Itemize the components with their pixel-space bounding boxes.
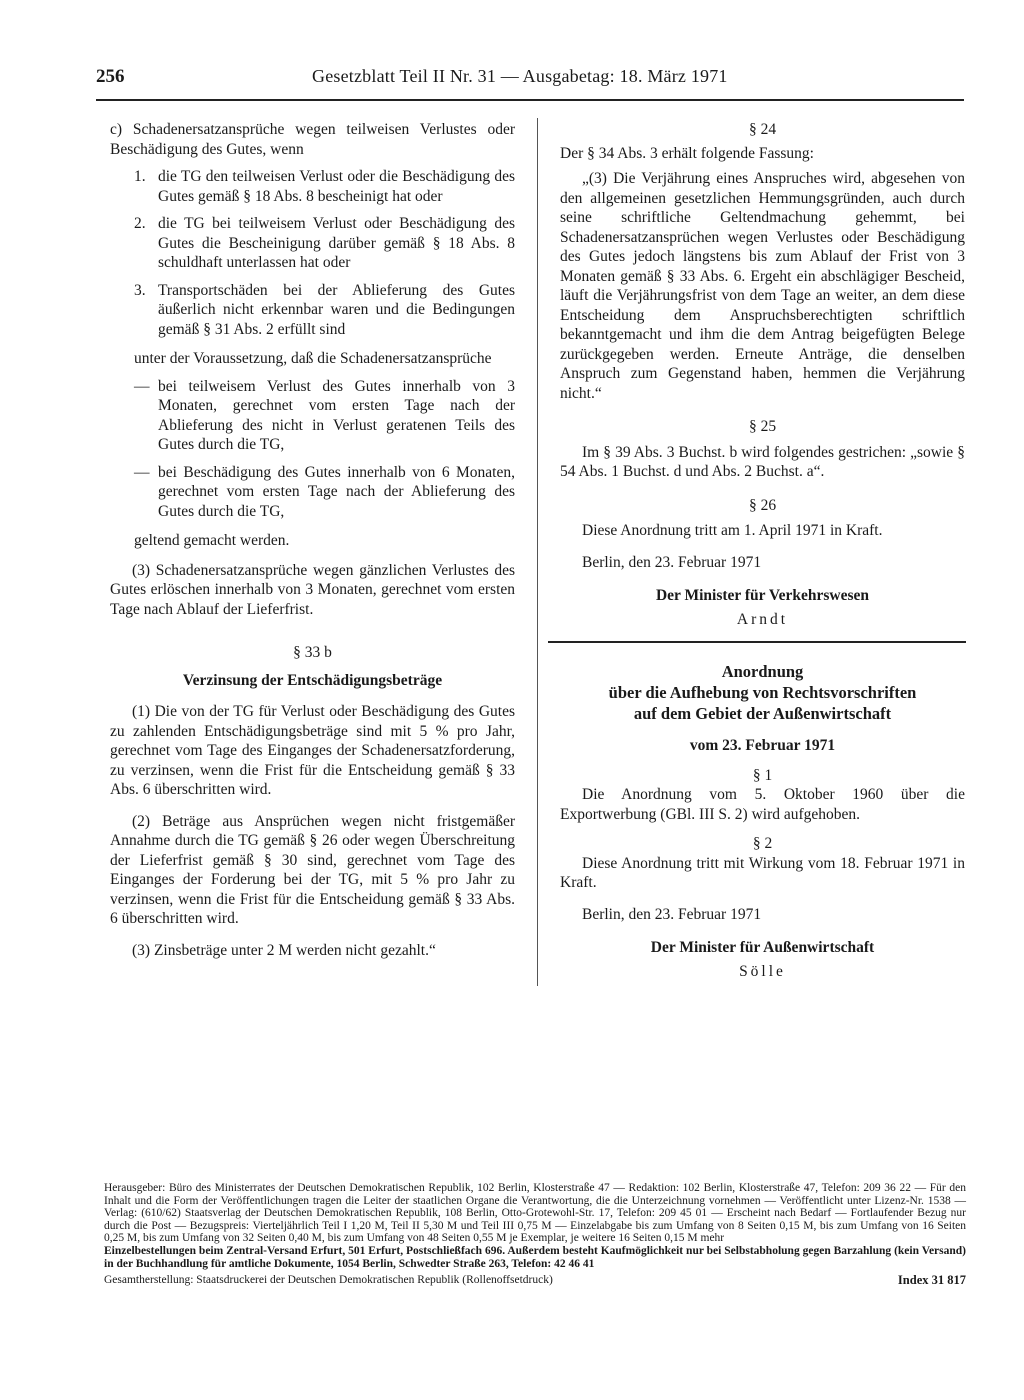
page-number: 256 (96, 66, 125, 87)
right-column (560, 120, 965, 981)
ordinance-title: Anordnung über die Aufhebung von Rechtsvorschriften auf dem Gebiet der Außenwirtschaft (608, 662, 917, 723)
dash-item: — bei Beschädigung des Gutes innerhalb von 6 Monaten, gerechnet vom ersten Tage nach der Ablieferung des Gutes durch die TG, (134, 463, 515, 520)
minister-title: Der Minister für Außenwirtschaft (650, 939, 875, 956)
paragraph: Im § 39 Abs. 3 Buchst. b wird folgendes gestrichen: „sowie § 54 Abs. 1 Buchst. d und Abs. 2 Buchst. a“. (560, 443, 965, 480)
list-item: 1. die TG den teilweisen Verlust oder die Beschädigung des Gutes gemäß § 18 Abs. 8 bescheinigt hat oder (134, 168, 515, 205)
paragraph: (2) Beträge aus Ansprüchen wegen nicht fristgemäßer Annahme durch die TG gemäß § 26 oder wegen Überschreitung der Lieferfrist gemäß § 30 sind, gerechnet vom Tage des Einganges der Forderung bei der TG, mit 5 % pro Jahr zu verzinsen, wenn die Frist für die Entscheidung gemäß § 33 Abs. 6 überschritten wird. (110, 812, 515, 927)
place-date: Berlin, den 23. Februar 1971 (582, 553, 762, 571)
orders-text: Einzelbestellungen beim Zentral-Versand Erfurt, 501 Erfurt, Postschließfach 696. Außerdem besteht Kaufmöglichkeit nur bei Selbstabholung gegen Barzahlung (kein Versand) in der Buchhandlung für amtliche Dokumente, 1054 Berlin, Schwedter Straße 263, Telefon: 42 46 41 (104, 1244, 966, 1270)
left-column (110, 120, 515, 960)
section-heading: § 26 (748, 496, 777, 514)
condition-intro: unter der Voraussetzung, daß die Schadenersatzansprüche (134, 350, 492, 367)
clause-c-intro: c) Schadenersatzansprüche wegen teilweisen Verlustes oder Beschädigung des Gutes, wenn (110, 121, 515, 158)
header-rule (96, 99, 964, 101)
imprint-text: Herausgeber: Büro des Ministerrates der Deutschen Demokratischen Republik, 102 Berlin, Klosterstraße 47 — Redaktion: 102 Berlin, Klosterstraße 47, Telefon: 209 36 22 — Für den Inhalt und die Form der Veröffentlichungen tragen die Leiter der staatlichen Organe die Verantwortung, die die Unterzeichnung vornehmen — Veröffentlicht unter Lizenz-Nr. 1538 — Verlag: (610/62) Staatsverlag der Deutschen Demokratischen Republik, 108 Berlin, Otto-Grotewohl-Str. 17, Telefon: 209 45 01 — Erscheint nach Bedarf — Fortlaufender Bezug nur durch die Post — Bezugspreis: Vierteljährlich Teil I 1,20 M, Teil II 5,30 M und Teil III 0,75 M — Einzelabgabe bis zum Umfang von 8 Seiten 0,15 M, bis zum Umfang von 16 Seiten 0,25 M, bis zum Umfang von 32 Seiten 0,40 M, bis zum Umfang von 48 Seiten 0,55 M je Exemplar, je weitere 16 Seiten 0,15 M mehr (104, 1182, 966, 1245)
section-intro: Der § 34 Abs. 3 erhält folgende Fassung: (560, 144, 814, 162)
quoted-paragraph: „(3) Die Verjährung eines Anspruches wird, abgesehen von den allgemeinen gesetzlichen Hemmungsgründen, auch durch seine schriftliche Geltendmachung gehemmt, bei Schadenersatzansprüchen wegen Verlustes oder Beschädigung des Gutes jedoch längstens bis zum Ablauf der Frist von 3 Monaten gemäß § 33 Abs. 6. Ergeht ein abschlägiger Bescheid, läuft die Verjährungsfrist von dem Tage an weiter, an dem diese Entscheidung dem Anspruchsberechtigten schriftlich bekanntgemacht und ihm die dem Antrag beigefügten Belege zurückgegeben werden. Erneute Anträge, die denselben Anspruch zum Gegenstand haben, hemmen die Verjährung nicht.“ (560, 170, 965, 402)
place-date: Berlin, den 23. Februar 1971 (582, 905, 762, 923)
signer-name: Sölle (739, 962, 786, 980)
signer-name: Arndt (736, 610, 789, 628)
list-item: 3. Transportschäden bei der Ablieferung des Gutes äußerlich nicht erkennbar waren und die Bedingungen gemäß § 31 Abs. 2 erfüllt sind (134, 281, 515, 338)
section-heading: § 24 (748, 121, 777, 138)
section-heading: § 2 (752, 835, 773, 852)
minister-title: Der Minister für Verkehrswesen (655, 587, 870, 604)
running-head: Gesetzblatt Teil II Nr. 31 — Ausgabetag: 18. März 1971 (312, 66, 728, 86)
paragraph: (1) Die von der TG für Verlust oder Beschädigung des Gutes zu zahlenden Entschädigungsbeträge sind mit 5 % pro Jahr, gerechnet vom Tage des Einganges der Schadenersatzforderung, zu verzinsen, wenn die Frist für die Entscheidung gemäß § 33 Abs. 6 überschritten wird. (110, 703, 515, 798)
section-title: Verzinsung der Entschädigungsbeträge (182, 671, 443, 689)
printer-line (104, 1274, 966, 1287)
column-divider (537, 118, 538, 986)
section-heading: § 33 b (293, 644, 332, 661)
section-heading: § 25 (748, 418, 777, 435)
paragraph: Diese Anordnung tritt mit Wirkung vom 18. Februar 1971 in Kraft. (560, 854, 965, 891)
dash-item: — bei teilweisem Verlust des Gutes innerhalb von 3 Monaten, gerechnet vom ersten Tage nach der Ablieferung des nicht in Verlust geratenen Teils des Gutes durch die TG, (134, 377, 515, 453)
paragraph-3: (3) Schadenersatzansprüche wegen gänzlichen Verlustes des Gutes erlöschen innerhalb von 3 Monaten, gerechnet vom ersten Tage nach Ablauf der Lieferfrist. (110, 561, 515, 618)
page-header (96, 66, 962, 96)
paragraph: (3) Zinsbeträge unter 2 M werden nicht gezahlt.“ (132, 941, 436, 959)
list-item: 2. die TG bei teilweisem Verlust oder Beschädigung des Gutes die Bescheinigung darüber gemäß § 18 Abs. 8 schuldhaft unterlassen hat oder (134, 215, 515, 271)
paragraph: Diese Anordnung tritt am 1. April 1971 in Kraft. (582, 522, 883, 539)
paragraph: Die Anordnung vom 5. Oktober 1960 über die Exportwerbung (GBl. III S. 2) wird aufgehoben. (560, 786, 965, 823)
index-number: Index 31 817 (897, 1273, 966, 1288)
section-heading: § 1 (752, 766, 773, 784)
imprint-footer (104, 1182, 966, 1287)
ordinance-date: vom 23. Februar 1971 (689, 737, 836, 754)
printer-text: Gesamtherstellung: Staatsdruckerei der Deutschen Demokratischen Republik (Rollenoffsetdruck) (104, 1274, 553, 1287)
asserted-text: geltend gemacht werden. (134, 532, 290, 549)
